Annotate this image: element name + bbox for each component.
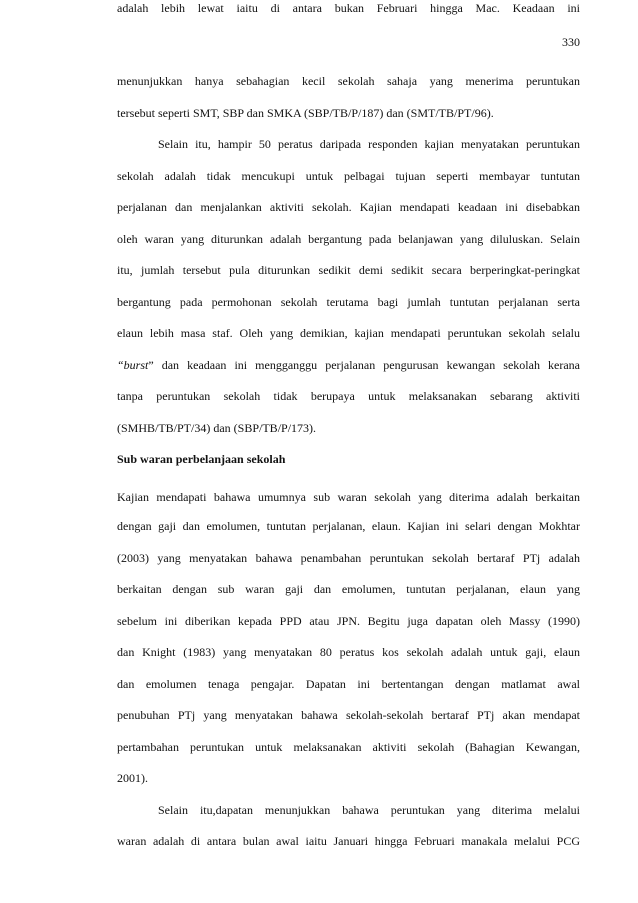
paragraph-line: sekolah adalah tidak mencukupi untuk pelbagai tujuan seperti membayar tuntutan [117,169,580,183]
paragraph-line: elaun lebih masa staf. Oleh yang demikian, kajian mendapati peruntukan sekolah selalu [117,326,580,340]
paragraph-line: dan emolumen tenaga pengajar. Dapatan ini bertentangan dengan matlamat awal [117,677,580,691]
paragraph-line: Selain itu, hampir 50 peratus daripada responden kajian menyatakan peruntukan [158,137,580,151]
page-number: 330 [562,35,580,49]
italic-term: “burst [117,358,149,372]
paragraph-line: adalah lebih lewat iaitu di antara bukan Februari hingga Mac. Keadaan ini [117,1,580,15]
paragraph-line: sebelum ini diberikan kepada PPD atau JPN. Begitu juga dapatan oleh Massy (1990) [117,614,580,628]
paragraph-line: dengan gaji dan emolumen, tuntutan perjalanan, elaun. Kajian ini selari dengan Mokhtar [117,519,580,533]
paragraph-line: “burst” dan keadaan ini mengganggu perjalanan pengurusan kewangan sekolah kerana [117,358,580,372]
paragraph-line: Selain itu,dapatan menunjukkan bahawa peruntukan yang diterima melalui [158,803,580,817]
paragraph-line: pertambahan peruntukan untuk melaksanakan aktiviti sekolah (Bahagian Kewangan, [117,740,580,754]
paragraph-line: itu, jumlah tersebut pula diturunkan sedikit demi sedikit secara berperingkat-peringkat [117,263,580,277]
paragraph-line: Kajian mendapati bahawa umumnya sub waran sekolah yang diterima adalah berkaitan [117,490,580,504]
paragraph-line: dan Knight (1983) yang menyatakan 80 peratus kos sekolah adalah untuk gaji, elaun [117,645,580,659]
paragraph-line: perjalanan dan menjalankan aktiviti sekolah. Kajian mendapati keadaan ini disebabkan [117,200,580,214]
paragraph-line: berkaitan dengan sub waran gaji dan emolumen, tuntutan perjalanan, elaun yang [117,582,580,596]
paragraph-line: menunjukkan hanya sebahagian kecil sekolah sahaja yang menerima peruntukan [117,74,580,88]
paragraph-line: waran adalah di antara bulan awal iaitu Januari hingga Februari manakala melalui PCG [117,834,580,848]
paragraph-line: tanpa peruntukan sekolah tidak berupaya untuk melaksanakan sebarang aktiviti [117,389,580,403]
paragraph-line: penubuhan PTj yang menyatakan bahawa sekolah-sekolah bertaraf PTj akan mendapat [117,708,580,722]
paragraph-line: tersebut seperti SMT, SBP dan SMKA (SBP/TB/P/187) dan (SMT/TB/PT/96). [117,106,494,120]
section-heading: Sub waran perbelanjaan sekolah [117,452,286,466]
paragraph-line: bergantung pada permohonan sekolah terutama bagi jumlah tuntutan perjalanan serta [117,295,580,309]
paragraph-line: (SMHB/TB/PT/34) dan (SBP/TB/P/173). [117,421,317,435]
paragraph-line: 2001). [117,771,148,785]
paragraph-line: oleh waran yang diturunkan adalah bergantung pada belanjawan yang diluluskan. Selain [117,232,580,246]
paragraph-line: (2003) yang menyatakan bahawa penambahan peruntukan sekolah bertaraf PTj adalah [117,551,580,565]
